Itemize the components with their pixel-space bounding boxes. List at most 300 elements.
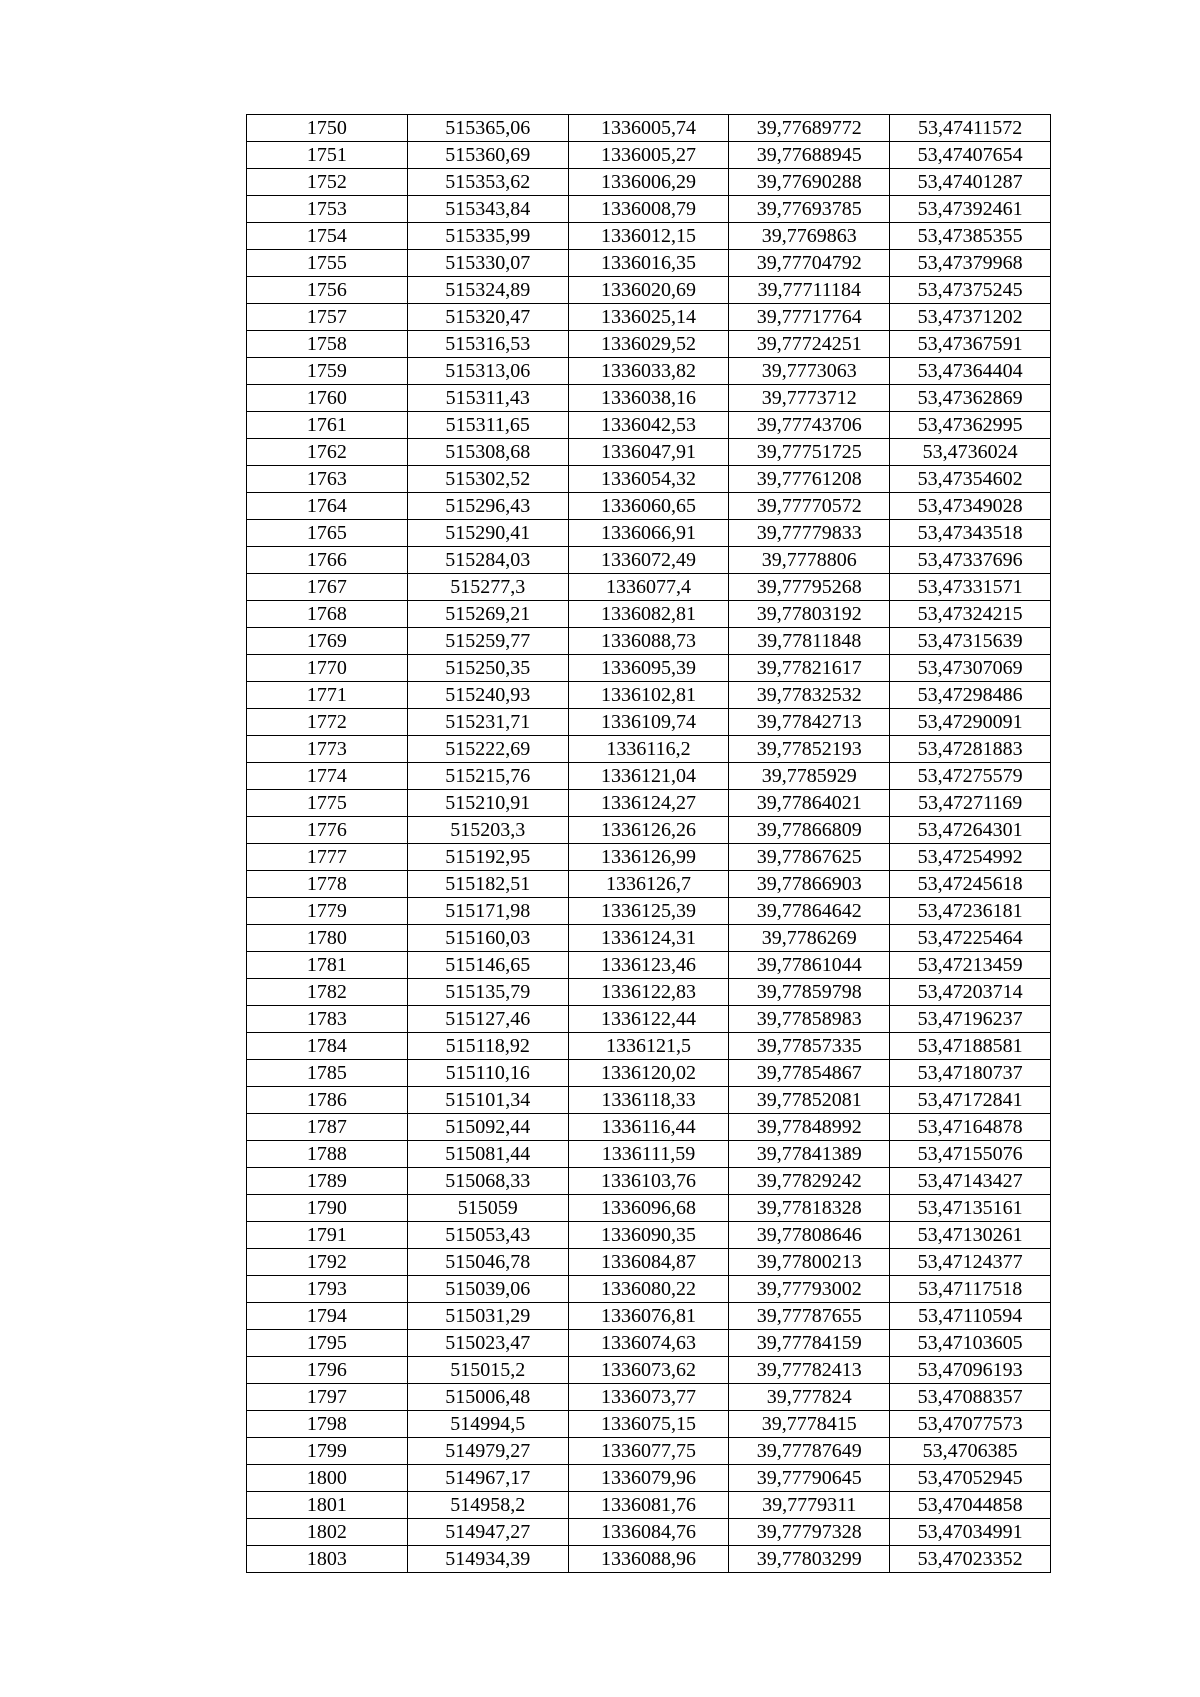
y-coordinate-cell: 1336012,15 (568, 223, 729, 250)
latitude-cell: 53,47254992 (890, 844, 1051, 871)
table-row (247, 1141, 1051, 1168)
latitude-cell: 53,47298486 (890, 682, 1051, 709)
latitude-cell: 53,47407654 (890, 142, 1051, 169)
x-coordinate-cell: 514934,39 (407, 1546, 568, 1573)
longitude-cell: 39,77717764 (729, 304, 890, 331)
y-coordinate-cell: 1336126,99 (568, 844, 729, 871)
x-coordinate-cell: 515302,52 (407, 466, 568, 493)
longitude-cell: 39,77866903 (729, 871, 890, 898)
table-row (247, 790, 1051, 817)
latitude-cell: 53,47392461 (890, 196, 1051, 223)
longitude-cell: 39,77864642 (729, 898, 890, 925)
point-number-cell: 1798 (247, 1411, 408, 1438)
x-coordinate-cell: 515316,53 (407, 331, 568, 358)
table-row (247, 358, 1051, 385)
latitude-cell: 53,47213459 (890, 952, 1051, 979)
point-number-cell: 1781 (247, 952, 408, 979)
point-number-cell: 1760 (247, 385, 408, 412)
y-coordinate-cell: 1336084,76 (568, 1519, 729, 1546)
table-row (247, 1330, 1051, 1357)
latitude-cell: 53,47264301 (890, 817, 1051, 844)
longitude-cell: 39,77761208 (729, 466, 890, 493)
table-row (247, 709, 1051, 736)
y-coordinate-cell: 1336047,91 (568, 439, 729, 466)
point-number-cell: 1755 (247, 250, 408, 277)
latitude-cell: 53,47034991 (890, 1519, 1051, 1546)
longitude-cell: 39,77803299 (729, 1546, 890, 1573)
y-coordinate-cell: 1336126,7 (568, 871, 729, 898)
table-row (247, 1492, 1051, 1519)
point-number-cell: 1789 (247, 1168, 408, 1195)
table-row (247, 736, 1051, 763)
table-row (247, 493, 1051, 520)
y-coordinate-cell: 1336038,16 (568, 385, 729, 412)
latitude-cell: 53,47124377 (890, 1249, 1051, 1276)
point-number-cell: 1790 (247, 1195, 408, 1222)
point-number-cell: 1775 (247, 790, 408, 817)
y-coordinate-cell: 1336102,81 (568, 682, 729, 709)
x-coordinate-cell: 514994,5 (407, 1411, 568, 1438)
coordinates-table-body (247, 115, 1051, 1573)
x-coordinate-cell: 515068,33 (407, 1168, 568, 1195)
table-row (247, 1546, 1051, 1573)
x-coordinate-cell: 515250,35 (407, 655, 568, 682)
y-coordinate-cell: 1336072,49 (568, 547, 729, 574)
table-row (247, 223, 1051, 250)
y-coordinate-cell: 1336033,82 (568, 358, 729, 385)
table-row (247, 304, 1051, 331)
y-coordinate-cell: 1336016,35 (568, 250, 729, 277)
latitude-cell: 53,47307069 (890, 655, 1051, 682)
longitude-cell: 39,77808646 (729, 1222, 890, 1249)
longitude-cell: 39,77689772 (729, 115, 890, 142)
y-coordinate-cell: 1336020,69 (568, 277, 729, 304)
latitude-cell: 53,47343518 (890, 520, 1051, 547)
point-number-cell: 1762 (247, 439, 408, 466)
x-coordinate-cell: 515308,68 (407, 439, 568, 466)
x-coordinate-cell: 515269,21 (407, 601, 568, 628)
x-coordinate-cell: 515110,16 (407, 1060, 568, 1087)
longitude-cell: 39,77848992 (729, 1114, 890, 1141)
latitude-cell: 53,47135161 (890, 1195, 1051, 1222)
longitude-cell: 39,77743706 (729, 412, 890, 439)
latitude-cell: 53,47271169 (890, 790, 1051, 817)
longitude-cell: 39,77829242 (729, 1168, 890, 1195)
latitude-cell: 53,47225464 (890, 925, 1051, 952)
point-number-cell: 1768 (247, 601, 408, 628)
x-coordinate-cell: 515231,71 (407, 709, 568, 736)
x-coordinate-cell: 515365,06 (407, 115, 568, 142)
table-row (247, 1087, 1051, 1114)
longitude-cell: 39,77818328 (729, 1195, 890, 1222)
x-coordinate-cell: 515277,3 (407, 574, 568, 601)
y-coordinate-cell: 1336122,44 (568, 1006, 729, 1033)
latitude-cell: 53,47077573 (890, 1411, 1051, 1438)
latitude-cell: 53,47275579 (890, 763, 1051, 790)
y-coordinate-cell: 1336006,29 (568, 169, 729, 196)
table-row (247, 871, 1051, 898)
table-row (247, 1168, 1051, 1195)
table-row (247, 844, 1051, 871)
x-coordinate-cell: 515039,06 (407, 1276, 568, 1303)
latitude-cell: 53,47337696 (890, 547, 1051, 574)
longitude-cell: 39,77859798 (729, 979, 890, 1006)
longitude-cell: 39,77793002 (729, 1276, 890, 1303)
latitude-cell: 53,47110594 (890, 1303, 1051, 1330)
table-row (247, 1303, 1051, 1330)
latitude-cell: 53,47354602 (890, 466, 1051, 493)
table-row (247, 628, 1051, 655)
y-coordinate-cell: 1336077,75 (568, 1438, 729, 1465)
y-coordinate-cell: 1336054,32 (568, 466, 729, 493)
x-coordinate-cell: 515006,48 (407, 1384, 568, 1411)
coordinates-table (246, 114, 1051, 1573)
y-coordinate-cell: 1336120,02 (568, 1060, 729, 1087)
x-coordinate-cell: 515222,69 (407, 736, 568, 763)
longitude-cell: 39,77782413 (729, 1357, 890, 1384)
point-number-cell: 1793 (247, 1276, 408, 1303)
y-coordinate-cell: 1336073,77 (568, 1384, 729, 1411)
latitude-cell: 53,47196237 (890, 1006, 1051, 1033)
x-coordinate-cell: 515290,41 (407, 520, 568, 547)
longitude-cell: 39,77693785 (729, 196, 890, 223)
longitude-cell: 39,777824 (729, 1384, 890, 1411)
point-number-cell: 1770 (247, 655, 408, 682)
point-number-cell: 1788 (247, 1141, 408, 1168)
latitude-cell: 53,47349028 (890, 493, 1051, 520)
longitude-cell: 39,77800213 (729, 1249, 890, 1276)
longitude-cell: 39,77790645 (729, 1465, 890, 1492)
y-coordinate-cell: 1336109,74 (568, 709, 729, 736)
latitude-cell: 53,47315639 (890, 628, 1051, 655)
x-coordinate-cell: 515296,43 (407, 493, 568, 520)
x-coordinate-cell: 515324,89 (407, 277, 568, 304)
y-coordinate-cell: 1336084,87 (568, 1249, 729, 1276)
x-coordinate-cell: 515101,34 (407, 1087, 568, 1114)
point-number-cell: 1787 (247, 1114, 408, 1141)
x-coordinate-cell: 515215,76 (407, 763, 568, 790)
longitude-cell: 39,77787655 (729, 1303, 890, 1330)
point-number-cell: 1794 (247, 1303, 408, 1330)
latitude-cell: 53,47155076 (890, 1141, 1051, 1168)
table-row (247, 439, 1051, 466)
point-number-cell: 1801 (247, 1492, 408, 1519)
x-coordinate-cell: 515192,95 (407, 844, 568, 871)
x-coordinate-cell: 515182,51 (407, 871, 568, 898)
point-number-cell: 1802 (247, 1519, 408, 1546)
table-row (247, 520, 1051, 547)
longitude-cell: 39,77841389 (729, 1141, 890, 1168)
point-number-cell: 1759 (247, 358, 408, 385)
longitude-cell: 39,7773063 (729, 358, 890, 385)
x-coordinate-cell: 515313,06 (407, 358, 568, 385)
y-coordinate-cell: 1336076,81 (568, 1303, 729, 1330)
table-row (247, 1465, 1051, 1492)
latitude-cell: 53,47362995 (890, 412, 1051, 439)
x-coordinate-cell: 515311,65 (407, 412, 568, 439)
point-number-cell: 1786 (247, 1087, 408, 1114)
point-number-cell: 1756 (247, 277, 408, 304)
x-coordinate-cell: 515284,03 (407, 547, 568, 574)
y-coordinate-cell: 1336060,65 (568, 493, 729, 520)
longitude-cell: 39,77724251 (729, 331, 890, 358)
point-number-cell: 1763 (247, 466, 408, 493)
latitude-cell: 53,47281883 (890, 736, 1051, 763)
longitude-cell: 39,7773712 (729, 385, 890, 412)
longitude-cell: 39,77842713 (729, 709, 890, 736)
latitude-cell: 53,47379968 (890, 250, 1051, 277)
point-number-cell: 1800 (247, 1465, 408, 1492)
longitude-cell: 39,77711184 (729, 277, 890, 304)
point-number-cell: 1779 (247, 898, 408, 925)
y-coordinate-cell: 1336116,2 (568, 736, 729, 763)
table-row (247, 142, 1051, 169)
table-row (247, 1195, 1051, 1222)
table-row (247, 412, 1051, 439)
point-number-cell: 1776 (247, 817, 408, 844)
latitude-cell: 53,47180737 (890, 1060, 1051, 1087)
x-coordinate-cell: 514979,27 (407, 1438, 568, 1465)
table-row (247, 115, 1051, 142)
point-number-cell: 1777 (247, 844, 408, 871)
table-row (247, 169, 1051, 196)
table-row (247, 1060, 1051, 1087)
table-row (247, 1222, 1051, 1249)
x-coordinate-cell: 515240,93 (407, 682, 568, 709)
longitude-cell: 39,77866809 (729, 817, 890, 844)
y-coordinate-cell: 1336074,63 (568, 1330, 729, 1357)
x-coordinate-cell: 515092,44 (407, 1114, 568, 1141)
point-number-cell: 1778 (247, 871, 408, 898)
latitude-cell: 53,47401287 (890, 169, 1051, 196)
latitude-cell: 53,47411572 (890, 115, 1051, 142)
x-coordinate-cell: 515118,92 (407, 1033, 568, 1060)
table-row (247, 1357, 1051, 1384)
y-coordinate-cell: 1336095,39 (568, 655, 729, 682)
y-coordinate-cell: 1336077,4 (568, 574, 729, 601)
table-row (247, 655, 1051, 682)
latitude-cell: 53,47367591 (890, 331, 1051, 358)
table-row (247, 1519, 1051, 1546)
latitude-cell: 53,47103605 (890, 1330, 1051, 1357)
table-row (247, 601, 1051, 628)
y-coordinate-cell: 1336081,76 (568, 1492, 729, 1519)
point-number-cell: 1757 (247, 304, 408, 331)
point-number-cell: 1753 (247, 196, 408, 223)
x-coordinate-cell: 515081,44 (407, 1141, 568, 1168)
point-number-cell: 1750 (247, 115, 408, 142)
longitude-cell: 39,77795268 (729, 574, 890, 601)
x-coordinate-cell: 514958,2 (407, 1492, 568, 1519)
table-row (247, 1033, 1051, 1060)
point-number-cell: 1764 (247, 493, 408, 520)
longitude-cell: 39,77811848 (729, 628, 890, 655)
longitude-cell: 39,77867625 (729, 844, 890, 871)
latitude-cell: 53,47324215 (890, 601, 1051, 628)
x-coordinate-cell: 515330,07 (407, 250, 568, 277)
longitude-cell: 39,7779311 (729, 1492, 890, 1519)
longitude-cell: 39,77821617 (729, 655, 890, 682)
latitude-cell: 53,47188581 (890, 1033, 1051, 1060)
y-coordinate-cell: 1336126,26 (568, 817, 729, 844)
y-coordinate-cell: 1336116,44 (568, 1114, 729, 1141)
x-coordinate-cell: 515360,69 (407, 142, 568, 169)
point-number-cell: 1797 (247, 1384, 408, 1411)
y-coordinate-cell: 1336088,96 (568, 1546, 729, 1573)
y-coordinate-cell: 1336005,74 (568, 115, 729, 142)
y-coordinate-cell: 1336025,14 (568, 304, 729, 331)
y-coordinate-cell: 1336029,52 (568, 331, 729, 358)
latitude-cell: 53,47236181 (890, 898, 1051, 925)
latitude-cell: 53,47088357 (890, 1384, 1051, 1411)
latitude-cell: 53,47371202 (890, 304, 1051, 331)
point-number-cell: 1791 (247, 1222, 408, 1249)
point-number-cell: 1785 (247, 1060, 408, 1087)
longitude-cell: 39,77803192 (729, 601, 890, 628)
longitude-cell: 39,77751725 (729, 439, 890, 466)
longitude-cell: 39,77770572 (729, 493, 890, 520)
longitude-cell: 39,7785929 (729, 763, 890, 790)
y-coordinate-cell: 1336079,96 (568, 1465, 729, 1492)
table-row (247, 1411, 1051, 1438)
longitude-cell: 39,77854867 (729, 1060, 890, 1087)
x-coordinate-cell: 515031,29 (407, 1303, 568, 1330)
point-number-cell: 1803 (247, 1546, 408, 1573)
y-coordinate-cell: 1336103,76 (568, 1168, 729, 1195)
point-number-cell: 1767 (247, 574, 408, 601)
table-row (247, 331, 1051, 358)
longitude-cell: 39,77784159 (729, 1330, 890, 1357)
x-coordinate-cell: 515127,46 (407, 1006, 568, 1033)
table-row (247, 574, 1051, 601)
latitude-cell: 53,4736024 (890, 439, 1051, 466)
point-number-cell: 1751 (247, 142, 408, 169)
latitude-cell: 53,47364404 (890, 358, 1051, 385)
point-number-cell: 1799 (247, 1438, 408, 1465)
y-coordinate-cell: 1336082,81 (568, 601, 729, 628)
x-coordinate-cell: 515015,2 (407, 1357, 568, 1384)
latitude-cell: 53,47172841 (890, 1087, 1051, 1114)
latitude-cell: 53,47362869 (890, 385, 1051, 412)
point-number-cell: 1795 (247, 1330, 408, 1357)
y-coordinate-cell: 1336008,79 (568, 196, 729, 223)
y-coordinate-cell: 1336125,39 (568, 898, 729, 925)
latitude-cell: 53,47164878 (890, 1114, 1051, 1141)
y-coordinate-cell: 1336066,91 (568, 520, 729, 547)
x-coordinate-cell: 514947,27 (407, 1519, 568, 1546)
table-row (247, 952, 1051, 979)
x-coordinate-cell: 515311,43 (407, 385, 568, 412)
table-row (247, 196, 1051, 223)
table-row (247, 385, 1051, 412)
table-row (247, 925, 1051, 952)
y-coordinate-cell: 1336080,22 (568, 1276, 729, 1303)
point-number-cell: 1754 (247, 223, 408, 250)
point-number-cell: 1780 (247, 925, 408, 952)
y-coordinate-cell: 1336118,33 (568, 1087, 729, 1114)
point-number-cell: 1772 (247, 709, 408, 736)
latitude-cell: 53,47096193 (890, 1357, 1051, 1384)
x-coordinate-cell: 515210,91 (407, 790, 568, 817)
y-coordinate-cell: 1336121,04 (568, 763, 729, 790)
x-coordinate-cell: 515203,3 (407, 817, 568, 844)
table-row (247, 1276, 1051, 1303)
latitude-cell: 53,47203714 (890, 979, 1051, 1006)
longitude-cell: 39,7778806 (729, 547, 890, 574)
x-coordinate-cell: 515259,77 (407, 628, 568, 655)
table-row (247, 277, 1051, 304)
longitude-cell: 39,7786269 (729, 925, 890, 952)
table-row (247, 1384, 1051, 1411)
point-number-cell: 1796 (247, 1357, 408, 1384)
x-coordinate-cell: 515135,79 (407, 979, 568, 1006)
longitude-cell: 39,77852193 (729, 736, 890, 763)
latitude-cell: 53,47375245 (890, 277, 1051, 304)
longitude-cell: 39,77861044 (729, 952, 890, 979)
longitude-cell: 39,77779833 (729, 520, 890, 547)
longitude-cell: 39,77858983 (729, 1006, 890, 1033)
table-row (247, 898, 1051, 925)
y-coordinate-cell: 1336096,68 (568, 1195, 729, 1222)
x-coordinate-cell: 515146,65 (407, 952, 568, 979)
longitude-cell: 39,77852081 (729, 1087, 890, 1114)
latitude-cell: 53,47331571 (890, 574, 1051, 601)
latitude-cell: 53,47290091 (890, 709, 1051, 736)
y-coordinate-cell: 1336090,35 (568, 1222, 729, 1249)
table-row (247, 763, 1051, 790)
longitude-cell: 39,77704792 (729, 250, 890, 277)
latitude-cell: 53,47245618 (890, 871, 1051, 898)
latitude-cell: 53,47117518 (890, 1276, 1051, 1303)
table-row (247, 250, 1051, 277)
y-coordinate-cell: 1336075,15 (568, 1411, 729, 1438)
longitude-cell: 39,77832532 (729, 682, 890, 709)
point-number-cell: 1766 (247, 547, 408, 574)
y-coordinate-cell: 1336111,59 (568, 1141, 729, 1168)
x-coordinate-cell: 515171,98 (407, 898, 568, 925)
x-coordinate-cell: 515059 (407, 1195, 568, 1222)
point-number-cell: 1761 (247, 412, 408, 439)
y-coordinate-cell: 1336073,62 (568, 1357, 729, 1384)
y-coordinate-cell: 1336124,31 (568, 925, 729, 952)
point-number-cell: 1792 (247, 1249, 408, 1276)
y-coordinate-cell: 1336088,73 (568, 628, 729, 655)
table-row (247, 817, 1051, 844)
point-number-cell: 1771 (247, 682, 408, 709)
latitude-cell: 53,47385355 (890, 223, 1051, 250)
point-number-cell: 1765 (247, 520, 408, 547)
table-row (247, 1249, 1051, 1276)
table-row (247, 1114, 1051, 1141)
longitude-cell: 39,77690288 (729, 169, 890, 196)
latitude-cell: 53,47052945 (890, 1465, 1051, 1492)
longitude-cell: 39,77797328 (729, 1519, 890, 1546)
longitude-cell: 39,77688945 (729, 142, 890, 169)
point-number-cell: 1758 (247, 331, 408, 358)
latitude-cell: 53,4706385 (890, 1438, 1051, 1465)
table-row (247, 547, 1051, 574)
y-coordinate-cell: 1336121,5 (568, 1033, 729, 1060)
latitude-cell: 53,47130261 (890, 1222, 1051, 1249)
longitude-cell: 39,77787649 (729, 1438, 890, 1465)
longitude-cell: 39,7778415 (729, 1411, 890, 1438)
x-coordinate-cell: 515343,84 (407, 196, 568, 223)
x-coordinate-cell: 515335,99 (407, 223, 568, 250)
table-row (247, 1006, 1051, 1033)
table-row (247, 466, 1051, 493)
x-coordinate-cell: 515053,43 (407, 1222, 568, 1249)
x-coordinate-cell: 515353,62 (407, 169, 568, 196)
